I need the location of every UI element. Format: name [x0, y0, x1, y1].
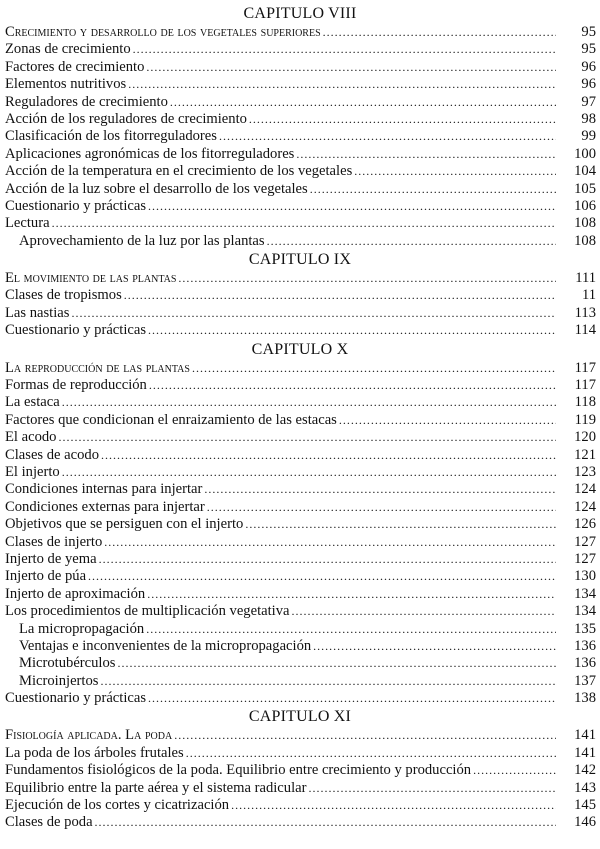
entry-page: 95: [581, 24, 596, 40]
entry-title: Cuestionario y prácticas: [5, 322, 147, 339]
toc-entry: [5, 551, 596, 568]
toc-entry: [5, 41, 596, 58]
entry-title: Condiciones internas para injertar: [5, 481, 203, 498]
entry-page: 120: [574, 429, 596, 446]
leader-dots: [245, 516, 556, 533]
leader-dots: [267, 233, 556, 250]
toc-entry: [5, 198, 596, 215]
leader-dots: [149, 377, 556, 394]
entry-title: La estaca: [5, 394, 60, 411]
leader-dots: [148, 690, 556, 707]
entry-title: La reproducción de las plantas: [5, 359, 190, 376]
toc-entry: [5, 797, 596, 814]
entry-title: Injerto de aproximación: [5, 585, 146, 602]
toc-entry: [5, 233, 596, 250]
toc-entry: [5, 360, 596, 377]
toc-entry: [5, 690, 596, 707]
toc-entry: [5, 814, 596, 831]
leader-dots: [339, 412, 556, 429]
entry-title: Acción de los reguladores de crecimiento: [5, 110, 247, 127]
entry-title: Lectura: [5, 215, 50, 232]
entry-page: 100: [574, 145, 596, 162]
leader-dots: [62, 464, 556, 481]
entry-title: Condiciones externas para injertar: [5, 498, 205, 515]
entry-page: 134: [574, 603, 596, 620]
leader-dots: [58, 429, 556, 446]
entry-title: Aplicaciones agronómicas de los fitorreguladores: [5, 145, 295, 162]
leader-dots: [146, 621, 556, 638]
entry-title: Clases de tropismos: [5, 287, 122, 304]
toc-entry: [5, 287, 596, 304]
toc-entry: [5, 377, 596, 394]
entry-page: 143: [574, 779, 596, 796]
leader-dots: [178, 270, 556, 287]
entry-page: 117: [574, 377, 596, 394]
entry-title: Microtubérculos: [19, 655, 116, 672]
entry-page: 113: [574, 304, 596, 321]
leader-dots: [62, 394, 556, 411]
toc-entry: [5, 586, 596, 603]
toc-entry: [5, 481, 596, 498]
toc-entry: [5, 603, 596, 620]
entry-title: El movimiento de las plantas: [5, 270, 177, 287]
leader-dots: [231, 797, 556, 814]
toc-entry: [5, 270, 596, 287]
entry-page: 127: [574, 533, 596, 550]
leader-dots: [204, 481, 556, 498]
entry-page: 124: [574, 481, 596, 498]
entry-page: 121: [574, 446, 596, 463]
entry-title: Equilibrio entre la parte aérea y el sistema radicular: [5, 779, 307, 796]
toc-entry: [5, 499, 596, 516]
toc-entry: [5, 111, 596, 128]
leader-dots: [323, 24, 556, 41]
entry-title: El injerto: [5, 463, 60, 480]
entry-page: 126: [574, 516, 596, 533]
entry-page: 136: [574, 637, 596, 654]
leader-dots: [249, 111, 556, 128]
toc-entry: [5, 568, 596, 585]
entry-page: 96: [581, 76, 596, 93]
entry-page: 108: [574, 215, 596, 232]
entry-page: 111: [575, 270, 596, 287]
entry-title: Clasificación de los fitorreguladores: [5, 128, 217, 145]
toc-entry: [5, 673, 596, 690]
toc-entry: [5, 534, 596, 551]
toc-entry: [5, 24, 596, 41]
leader-dots: [313, 638, 556, 655]
entry-title: Aprovechamiento de la luz por las plantas: [19, 232, 265, 249]
leader-dots: [124, 287, 556, 304]
toc-entry: [5, 94, 596, 111]
leader-dots: [99, 551, 556, 568]
toc-entry: [5, 76, 596, 93]
toc-entry: [5, 146, 596, 163]
leader-dots: [170, 94, 556, 111]
toc-entry: [5, 727, 596, 744]
entry-page: 105: [574, 180, 596, 197]
entry-title: Formas de reproducción: [5, 377, 147, 394]
leader-dots: [308, 780, 556, 797]
entry-title: Cuestionario y prácticas: [5, 690, 147, 707]
leader-dots: [148, 198, 556, 215]
entry-title: Crecimiento y desarrollo de los vegetales superiores: [5, 24, 321, 40]
leader-dots: [296, 146, 556, 163]
chapter-heading: CAPITULO VIII: [243, 5, 357, 22]
entry-title: La micropropagación: [19, 620, 145, 637]
leader-dots: [104, 534, 556, 551]
entry-page: 142: [574, 762, 596, 779]
entry-page: 130: [574, 568, 596, 585]
entry-title: Clases de injerto: [5, 533, 103, 550]
entry-page: 137: [574, 672, 596, 689]
entry-title: Injerto de yema: [5, 550, 97, 567]
leader-dots: [100, 673, 556, 690]
entry-page: 135: [574, 620, 596, 637]
entry-title: Microinjertos: [19, 672, 99, 689]
toc-entry: [5, 464, 596, 481]
entry-page: 117: [574, 359, 596, 376]
leader-dots: [52, 215, 556, 232]
entry-page: 119: [574, 411, 596, 428]
chapter-heading: CAPITULO XI: [248, 708, 352, 726]
leader-dots: [473, 762, 556, 779]
toc-entry: [5, 638, 596, 655]
leader-dots: [88, 568, 556, 585]
toc-entry: [5, 516, 596, 533]
entry-page: 145: [574, 797, 596, 814]
chapter-heading: CAPITULO IX: [248, 251, 352, 269]
leader-dots: [101, 447, 556, 464]
toc-entry: [5, 447, 596, 464]
entry-page: 114: [574, 322, 596, 339]
entry-title: Factores de crecimiento: [5, 58, 145, 75]
toc-entry: [5, 394, 596, 411]
leader-dots: [219, 128, 556, 145]
entry-title: Factores que condicionan el enraizamiento de las estacas: [5, 411, 337, 428]
entry-page: 97: [581, 93, 596, 110]
entry-title: Acción de la temperatura en el crecimiento de los vegetales: [5, 163, 353, 180]
entry-page: 146: [574, 814, 596, 831]
toc-entry: [5, 59, 596, 76]
entry-page: 11: [581, 287, 596, 304]
leader-dots: [186, 745, 556, 762]
entry-title: Ventajas e inconvenientes de la micropropagación: [19, 637, 312, 654]
entry-title: La poda de los árboles frutales: [5, 744, 184, 761]
entry-page: 118: [574, 394, 596, 411]
entry-page: 124: [574, 498, 596, 515]
toc-entry: [5, 163, 596, 180]
toc-entry: [5, 762, 596, 779]
entry-title: Zonas de crecimiento: [5, 41, 131, 58]
leader-dots: [71, 305, 556, 322]
entry-page: 104: [574, 163, 596, 180]
leader-dots: [292, 603, 557, 620]
entry-page: 99: [581, 128, 596, 145]
toc-entry: [5, 412, 596, 429]
leader-dots: [174, 727, 556, 744]
chapter-heading: CAPITULO X: [251, 340, 349, 358]
entry-title: Cuestionario y prácticas: [5, 197, 147, 214]
entry-title: Injerto de púa: [5, 568, 87, 585]
leader-dots: [133, 41, 556, 58]
entry-title: Objetivos que se persiguen con el injerto: [5, 516, 244, 533]
toc-entry: [5, 621, 596, 638]
entry-page: 141: [574, 744, 596, 761]
entry-page: 96: [581, 58, 596, 75]
leader-dots: [310, 181, 556, 198]
leader-dots: [128, 76, 556, 93]
entry-page: 138: [574, 690, 596, 707]
toc-entry: [5, 181, 596, 198]
entry-page: 134: [574, 585, 596, 602]
entry-page: 127: [574, 550, 596, 567]
toc-entry: [5, 429, 596, 446]
entry-title: Acción de la luz sobre el desarrollo de los vegetales: [5, 180, 308, 197]
entry-title: Fundamentos fisiológicos de la poda. Equilibrio entre crecimiento y producción: [5, 762, 472, 779]
entry-page: 108: [574, 232, 596, 249]
entry-title: Los procedimientos de multiplicación vegetativa: [5, 603, 290, 620]
leader-dots: [192, 360, 556, 377]
entry-page: 106: [574, 197, 596, 214]
entry-title: Elementos nutritivos: [5, 76, 127, 93]
leader-dots: [117, 655, 556, 672]
leader-dots: [95, 814, 556, 831]
entry-page: 98: [581, 110, 596, 127]
entry-title: Reguladores de crecimiento: [5, 93, 168, 110]
entry-title: Las nastias: [5, 304, 70, 321]
leader-dots: [148, 322, 556, 339]
toc-entry: [5, 322, 596, 339]
leader-dots: [146, 59, 556, 76]
entry-page: 123: [574, 463, 596, 480]
toc-entry: [5, 655, 596, 672]
entry-page: 95: [581, 41, 596, 58]
entry-title: Clases de poda: [5, 814, 93, 831]
entry-title: Fisiología aplicada. La poda: [5, 727, 173, 744]
entry-title: El acodo: [5, 429, 57, 446]
toc-entry: [5, 215, 596, 232]
entry-title: Clases de acodo: [5, 446, 100, 463]
leader-dots: [354, 163, 556, 180]
leader-dots: [207, 499, 556, 516]
toc-entry: [5, 780, 596, 797]
toc-entry: [5, 745, 596, 762]
toc-entry: [5, 128, 596, 145]
entry-page: 136: [574, 655, 596, 672]
entry-page: 141: [574, 727, 596, 744]
entry-title: Ejecución de los cortes y cicatrización: [5, 797, 230, 814]
toc-entry: [5, 305, 596, 322]
leader-dots: [147, 586, 556, 603]
